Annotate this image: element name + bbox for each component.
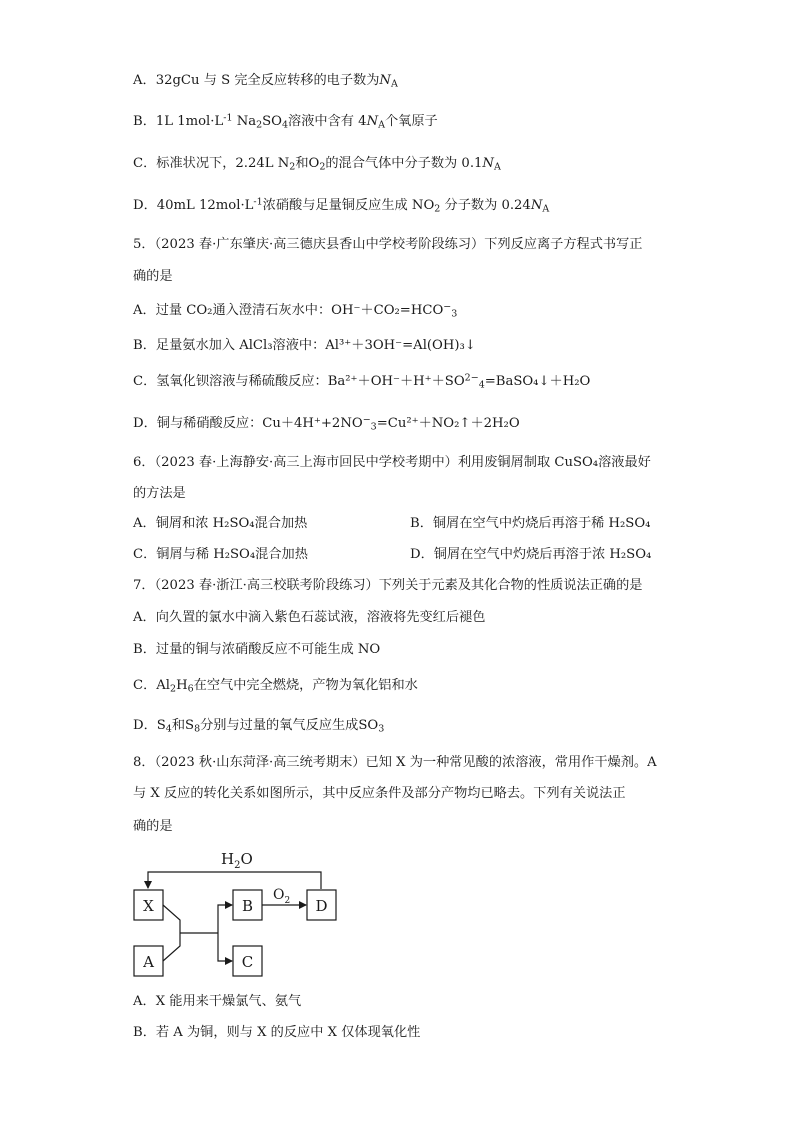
box-d-label: D bbox=[315, 897, 328, 915]
reaction-flow-diagram bbox=[125, 845, 355, 980]
reactant-connector bbox=[163, 905, 180, 961]
box-c-label: C bbox=[241, 953, 254, 971]
box-x-label: X bbox=[143, 897, 154, 915]
q7-option-b: B．过量的铜与浓硝酸反应不可能生成 NO bbox=[133, 642, 381, 657]
q7-option-d: D．$S_4$和$S_8$分别与过量的氧气反应生成$SO_3$ bbox=[133, 718, 385, 735]
q8-stem-line3: 确的是 bbox=[133, 819, 173, 834]
box-b-label: B bbox=[241, 897, 254, 915]
q7-option-c: C．$Al_2H_6$在空气中完全燃烧，产物为氧化铝和水 bbox=[133, 678, 418, 695]
arrow-to-b bbox=[218, 905, 232, 933]
q7-option-a: A．向久置的氯水中滴入紫色石蕊试液，溶液将先变红后褪色 bbox=[133, 610, 486, 625]
q6-option-a: A．铜屑和浓 H₂SO₄混合加热 bbox=[133, 516, 308, 531]
q5-option-b: B．足量氨水加入 AlCl₃溶液中：Al³⁺＋3OH⁻=Al(OH)₃↓ bbox=[133, 338, 476, 353]
q4-option-b: B．1L $1mol\cdot L^{-1}$ $Na_2SO_4$溶液中含有 $4N_A$个氧原子 bbox=[133, 112, 438, 131]
q5-stem-line1: 5．（2023 春·广东肇庆·高三德庆县香山中学校考阶段练习）下列反应离子方程式书写正 bbox=[133, 237, 643, 252]
q5-stem-line2: 确的是 bbox=[133, 269, 173, 284]
q4-option-c: C．标准状况下，2.24L $N_2$和$O_2$的混合气体中分子数为 $0.1N_A$ bbox=[133, 156, 501, 173]
box-a-label: A bbox=[143, 953, 154, 971]
q4-option-d: D．40mL $12mol\cdot L^{-1}$浓硝酸与足量铜反应生成 $NO_2$ 分子数为 $0.24N_A$ bbox=[133, 196, 550, 215]
q7-stem: 7．（2023 春·浙江·高三校联考阶段练习）下列关于元素及其化合物的性质说法正确的是 bbox=[133, 578, 643, 593]
q4-option-a: A．32gCu 与 S 完全反应转移的电子数为$N_A$ bbox=[133, 73, 398, 90]
q8-stem-line1: 8．（2023 秋·山东菏泽·高三统考期末）已知 X 为一种常见酸的浓溶液，常用作干燥剂。A bbox=[133, 755, 657, 770]
q6-stem-line1: 6．（2023 春·上海静安·高三上海市回民中学校考期中）利用废铜屑制取 CuSO₄溶液最好 bbox=[133, 455, 651, 470]
q8-option-a: A．X 能用来干燥氯气、氨气 bbox=[133, 994, 302, 1009]
q6-stem-line2: 的方法是 bbox=[133, 486, 186, 501]
q5-option-d: D．铜与稀硝酸反应：$Cu+4H^++2NO^-_3=Cu^{2+}+NO_2↑+2H_2O$ bbox=[133, 414, 520, 433]
q6-option-c: C．铜屑与稀 H₂SO₄混合加热 bbox=[133, 547, 308, 562]
q8-option-b: B．若 A 为铜，则与 X 的反应中 X 仅体现氧化性 bbox=[133, 1025, 421, 1040]
h2o-label: $H_2O$ bbox=[221, 850, 253, 871]
q8-stem-line2: 与 X 反应的转化关系如图所示，其中反应条件及部分产物均已略去。下列有关说法正 bbox=[133, 786, 626, 801]
q6-option-b: B．铜屑在空气中灼烧后再溶于稀 H₂SO₄ bbox=[410, 516, 651, 531]
h2o-return-arrow bbox=[148, 872, 321, 889]
q6-option-d: D．铜屑在空气中灼烧后再溶于浓 H₂SO₄ bbox=[410, 547, 652, 562]
q5-option-a: A．过量 CO₂通入澄清石灰水中：$OH^-+CO_2=HCO^-_3$ bbox=[133, 301, 458, 320]
q5-option-c: C．氢氧化钡溶液与稀硫酸反应：$Ba^{2+}+OH^-+H^++SO^{2-}_4=BaSO_4↓+H_2O$ bbox=[133, 372, 591, 391]
o2-label: $O_2$ bbox=[273, 887, 291, 906]
arrow-to-c bbox=[218, 933, 232, 961]
